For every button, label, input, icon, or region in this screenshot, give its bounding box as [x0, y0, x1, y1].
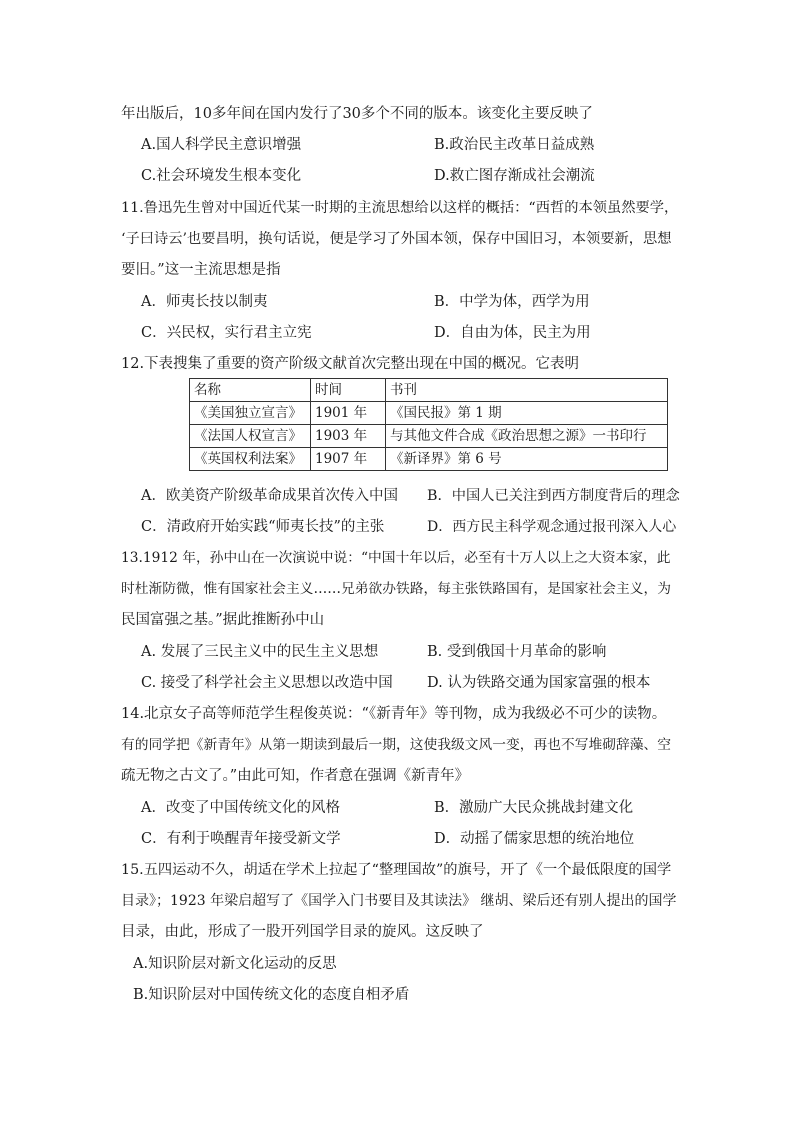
- q12-option-a: A．欧美资产阶级革命成果首次传入中国: [141, 488, 398, 504]
- table-cell: 1901 年: [311, 402, 386, 425]
- table-header-cell: 时间: [311, 379, 386, 402]
- q13-option-d: D. 认为铁路交通为国家富强的根本: [427, 675, 651, 691]
- q10-option-b: B.政治民主改革日益成熟: [434, 137, 595, 153]
- q15-option-b: B.知识阶层对中国传统文化的态度自相矛盾: [133, 987, 410, 1003]
- q12-stem-line-1: 12.下表搜集了重要的资产阶级文献首次完整出现在中国的概况。它表明: [121, 356, 580, 372]
- table-cell: 1903 年: [311, 425, 386, 448]
- table-cell: 《美国独立宣言》: [190, 402, 311, 425]
- q14-stem-line-1: 14.北京女子高等师范学生程俊英说：“《新青年》等刊物，成为我级必不可少的读物。: [121, 706, 667, 722]
- q10-option-d: D.救亡图存渐成社会潮流: [434, 168, 595, 184]
- q14-stem-line-2: 有的同学把《新青年》从第一期读到最后一期，这使我级文风一变，再也不写堆砌辞藻、空: [121, 737, 672, 753]
- q13-option-b: B. 受到俄国十月革命的影响: [427, 644, 607, 660]
- q14-option-d: D．动摇了儒家思想的统治地位: [434, 831, 635, 847]
- q13-stem-line-3: 民国富强之基。”据此推断孙中山: [121, 612, 325, 628]
- table-row: [190, 402, 668, 425]
- q11-option-d: D．自由为体，民主为用: [434, 325, 591, 341]
- q12-option-c: C．清政府开始实践“师夷长技”的主张: [141, 519, 385, 535]
- q13-stem-line-2: 时杜渐防微，惟有国家社会主义……兄弟欲办铁路，每主张铁路国有，是国家社会主义，为: [121, 581, 672, 597]
- q14-option-c: C．有利于唤醒青年接受新文学: [141, 831, 341, 847]
- q12-option-b: B．中国人已关注到西方制度背后的理念: [427, 488, 680, 504]
- table-cell: 《英国权利法案》: [190, 448, 311, 471]
- q14-option-a: A．改变了中国传统文化的风格: [141, 800, 340, 816]
- table-cell: 《法国人权宣言》: [190, 425, 311, 448]
- q11-option-a: A．师夷长技以制夷: [141, 294, 268, 310]
- q10-stem-line: 年出版后，10多年间在国内发行了30多个不同的版本。该变化主要反映了: [121, 106, 593, 122]
- table-cell: 与其他文件合成《政治思想之源》一书印行: [386, 425, 668, 448]
- q14-option-b: B．激励广大民众挑战封建文化: [434, 800, 634, 816]
- q11-option-b: B．中学为体，西学为用: [434, 294, 590, 310]
- table-row: [190, 448, 668, 471]
- q15-stem-line-1: 15.五四运动不久，胡适在学术上拉起了“整理国故”的旗号，开了《一个最低限度的国学: [121, 862, 672, 878]
- q15-stem-line-3: 目录，由此，形成了一股开列国学目录的旋风。这反映了: [121, 924, 484, 940]
- q13-stem-line-1: 13.1912 年，孙中山在一次演说中说：“中国十年以后，必至有十万人以上之大资本家，此: [121, 550, 671, 566]
- q13-option-a: A. 发展了三民主义中的民生主义思想: [141, 644, 379, 660]
- q15-stem-line-2: 目录》；1923 年梁启超写了《国学入门书要目及其读法》 继胡、梁后还有别人提出的国学: [121, 893, 677, 909]
- q15-option-a: A.知识阶层对新文化运动的反思: [133, 956, 337, 972]
- table-header-cell: 书刊: [386, 379, 668, 402]
- q11-stem-line-3: 要旧。”这一主流思想是指: [121, 262, 281, 278]
- q11-stem-line-2: ‘子曰诗云’也要昌明，换句话说，便是学习了外国本领，保存中国旧习，本领要新，思想: [121, 231, 672, 247]
- table-header-cell: 名称: [190, 379, 311, 402]
- table-cell: 1907 年: [311, 448, 386, 471]
- q12-source-table: [189, 378, 668, 471]
- table-header-row: [190, 379, 668, 402]
- q10-option-c: C.社会环境发生根本变化: [141, 168, 302, 184]
- q12-option-d: D．西方民主科学观念通过报刊深入人心: [427, 519, 677, 535]
- q11-stem-line-1: 11.鲁迅先生曾对中国近代某一时期的主流思想给以这样的概括：“西哲的本领虽然要学，: [121, 200, 679, 216]
- table-cell: 《新译界》第 6 号: [386, 448, 668, 471]
- q13-option-c: C. 接受了科学社会主义思想以改造中国: [141, 675, 393, 691]
- q11-option-c: C．兴民权，实行君主立宪: [141, 325, 312, 341]
- q10-option-a: A.国人科学民主意识增强: [141, 137, 302, 153]
- q14-stem-line-3: 疏无物之古文了。”由此可知，作者意在强调《新青年》: [121, 768, 470, 784]
- table-row: [190, 425, 668, 448]
- table-cell: 《国民报》第 1 期: [386, 402, 668, 425]
